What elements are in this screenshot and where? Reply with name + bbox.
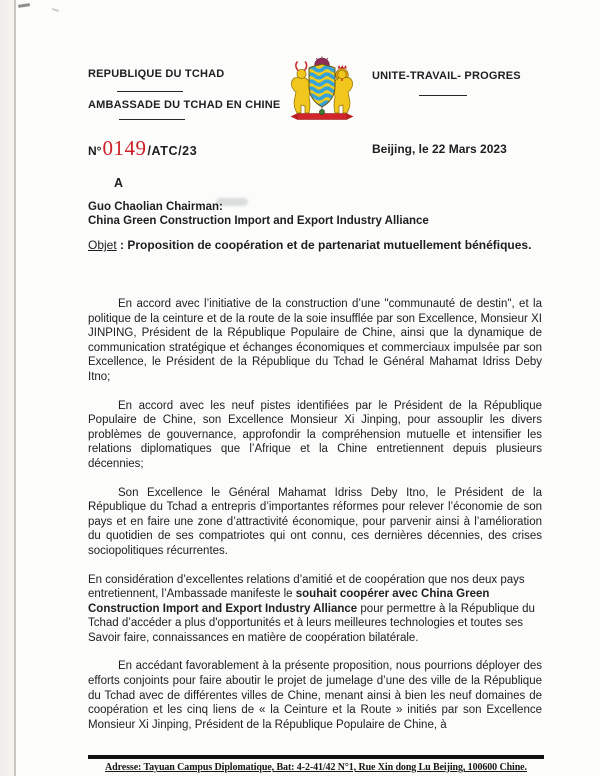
paragraph-4-text: pour permettre à la République du Tchad d’accéder a plus d'opportunités et à leurs meilleures technologies et toutes ses Savoir faire, connaissances en matière de coopération bilatérale. bbox=[88, 602, 535, 644]
subject-label: Objet bbox=[88, 238, 117, 252]
recipient-organization: China Green Construction Import and Export Industry Alliance bbox=[88, 215, 429, 227]
subject-line bbox=[88, 238, 562, 253]
footer-rule bbox=[88, 755, 544, 759]
staple-mark bbox=[18, 3, 30, 7]
paragraph-5: En accédant favorablement à la présente proposition, nous pourrions déployer des efforts conjoints pour faire aboutir le projet de jumelage d’une des ville de la République du Tchad avec de différentes villes de Chine, menant ainsi à bien les neuf domaines de coopération et les cinq liens de « la Ceinture et la Route » initiés par son Excellence Monsieur Xi Jinping, Président de la République Populaire de Chine, à bbox=[88, 660, 542, 731]
subject-separator: : bbox=[116, 238, 128, 252]
letter-body bbox=[88, 297, 542, 746]
paragraph-4-text: En considération d’excellentes relations d’amitié et de coopération que nos deux pays entretiennent, l’Ambassade manifeste le bbox=[88, 573, 525, 601]
rule bbox=[117, 91, 183, 92]
paragraph-4-bold: souhait coopérer avec China Green Construction Import and Export Industry Alliance bbox=[88, 588, 490, 615]
dateline: Beijing, le 22 Mars 2023 bbox=[372, 142, 507, 156]
recipient-block bbox=[88, 200, 568, 228]
reference-digits: 0149 bbox=[102, 136, 147, 160]
chad-coat-of-arms-icon bbox=[283, 56, 361, 131]
reference-prefix: N° bbox=[88, 144, 102, 158]
letterhead-motto: UNITE-TRAVAIL- PROGRES bbox=[372, 70, 521, 82]
paragraph-2: En accord avec les neuf pistes identifiées par le Président de la République Populaire de Chine, son Excellence Monsieur Xi Jinping, pour assouplir les divers problèmes de gouvernance, approfondir la compréhension mutuelle et intensifier les relations diplomatiques que l’Afrique et la Chine entretiennent depuis plusieurs décennies; bbox=[88, 399, 542, 470]
scan-artifact bbox=[52, 8, 59, 12]
reference-suffix: /ATC/23 bbox=[147, 144, 198, 158]
rule bbox=[419, 95, 467, 96]
letterhead-embassy: AMBASSADE DU TCHAD EN CHINE bbox=[88, 99, 281, 111]
letterhead-country: REPUBLIQUE DU TCHAD bbox=[88, 68, 225, 80]
recipient-name: Guo Chaolian Chairman: bbox=[88, 201, 223, 213]
paragraph-3: Son Excellence le Général Mahamat Idriss Deby Itno, le Président de la République du Tchad a entrepris d’importantes réformes pour relever l’économie de son pays et en faire une zone d’attractivité économique, pour parvenir ainsi à l’amélioration du quotidien de ses compatriotes qui ont connu, ces dernières décennies, des crises sociopolitiques récurrentes. bbox=[88, 486, 542, 557]
rule bbox=[119, 119, 185, 120]
paragraph-1: En accord avec l’initiative de la construction d’une "communauté de destin", et la politique de la ceinture et de la route de la soie insufflée par son Excellence, Monsieur XI JINPING, Président de la République Populaire de Chine, ainsi que la dynamique de communication stratégique et échanges économiques et commerciaux impulsée par son Excellence, le Président de la République du Tchad le Général Mahamat Idriss Deby Itno; bbox=[88, 298, 542, 383]
paragraph-4 bbox=[88, 573, 542, 646]
page-edge-line bbox=[14, 0, 16, 776]
reference-number bbox=[88, 136, 197, 161]
footer-address: Adresse: Tayuan Campus Diplomatique, Bat: 4-2-41/42 N°1, Rue Xin dong Lu Beijing, 100600 Chine. bbox=[105, 762, 527, 773]
scan-left-margin bbox=[0, 0, 14, 776]
salutation: A bbox=[114, 176, 124, 190]
subject-text: Proposition de coopération et de partenariat mutuellement bénéfiques. bbox=[127, 238, 532, 252]
